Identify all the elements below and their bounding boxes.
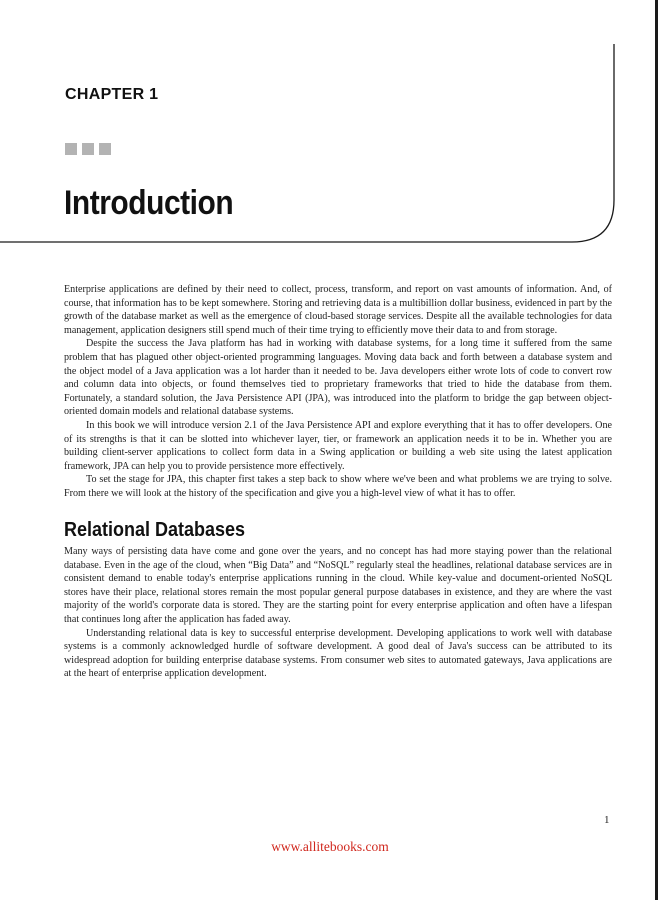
intro-paragraph: Despite the success the Java platform has had in working with database systems, for a long time it suffered from the same problem that has plagued other object-oriented programming languages. Moving data back and forth between a database system and the object model of a Java application was a lot harder than it needed to be. Java developers either wrote lots of code to convert row and column data into objects, or found themselves tied to proprietary frameworks that tried to hide the database from them. Fortunately, a standard solution, the Java Persistence API (JPA), was introduced into the platform to bridge the gap between object-oriented domain models and relational database systems. bbox=[64, 338, 612, 418]
ornament-square bbox=[82, 143, 94, 155]
chapter-title: Introduction bbox=[64, 184, 234, 222]
section-heading: Relational Databases bbox=[64, 518, 246, 541]
page-number: 1 bbox=[604, 814, 610, 826]
page-edge-divider bbox=[655, 0, 658, 900]
intro-paragraph: To set the stage for JPA, this chapter first takes a step back to show where we've been and what problems we are trying to solve. From there we will look at the history of the specification and give you a high-level view of what it has to offer. bbox=[64, 474, 612, 499]
chapter-ornament bbox=[65, 143, 111, 155]
intro-paragraph: In this book we will introduce version 2.1 of the Java Persistence API and explore everything that it has to offer developers. One of its strengths is that it can be slotted into whichever layer, tier, or framework an application needs it to be in. Whether you are building client-server applications to collect form data in a Swing application or building a web site using the latest application framework, JPA can help you to provide persistence more effectively. bbox=[64, 419, 612, 472]
chapter-body bbox=[64, 283, 612, 681]
section-paragraph: Many ways of persisting data have come and gone over the years, and no concept has had more staying power than the relational database. Even in the age of the cloud, when “Big Data” and “NoSQL” regularly steal the headlines, relational database services are in consistent demand to enable today's enterprise applications running in the cloud. While key-value and document-oriented NoSQL stores have their place, relational stores remain the most popular general purpose databases in existence, and they are where the vast majority of the world's corporate data is stored. They are the starting point for every enterprise application and often have a lifespan that continues long after the application has faded away. bbox=[64, 546, 612, 626]
ornament-square bbox=[65, 143, 77, 155]
footer-website-link[interactable]: www.allitebooks.com bbox=[271, 839, 389, 854]
ornament-square bbox=[99, 143, 111, 155]
chapter-label: CHAPTER 1 bbox=[65, 86, 159, 103]
intro-paragraph: Enterprise applications are defined by their need to collect, process, transform, and report on vast amounts of information. And, of course, that information has to be kept somewhere. Storing and retrieving data is a multibillion dollar business, evidenced in part by the growth of the database market as well as the emergence of cloud-based storage services. Despite all the available technologies for data management, application designers still spend much of their time trying to efficiently move their data to and from storage. bbox=[64, 284, 612, 336]
chapter-header-frame bbox=[0, 0, 660, 260]
section-paragraph: Understanding relational data is key to successful enterprise development. Developing applications to work well with database systems is a commonly acknowledged hurdle of software development. A good deal of Java's success can be attributed to its widespread adoption for building enterprise database systems. From consumer web sites to automated gateways, Java applications are at the heart of enterprise application development. bbox=[64, 627, 612, 680]
